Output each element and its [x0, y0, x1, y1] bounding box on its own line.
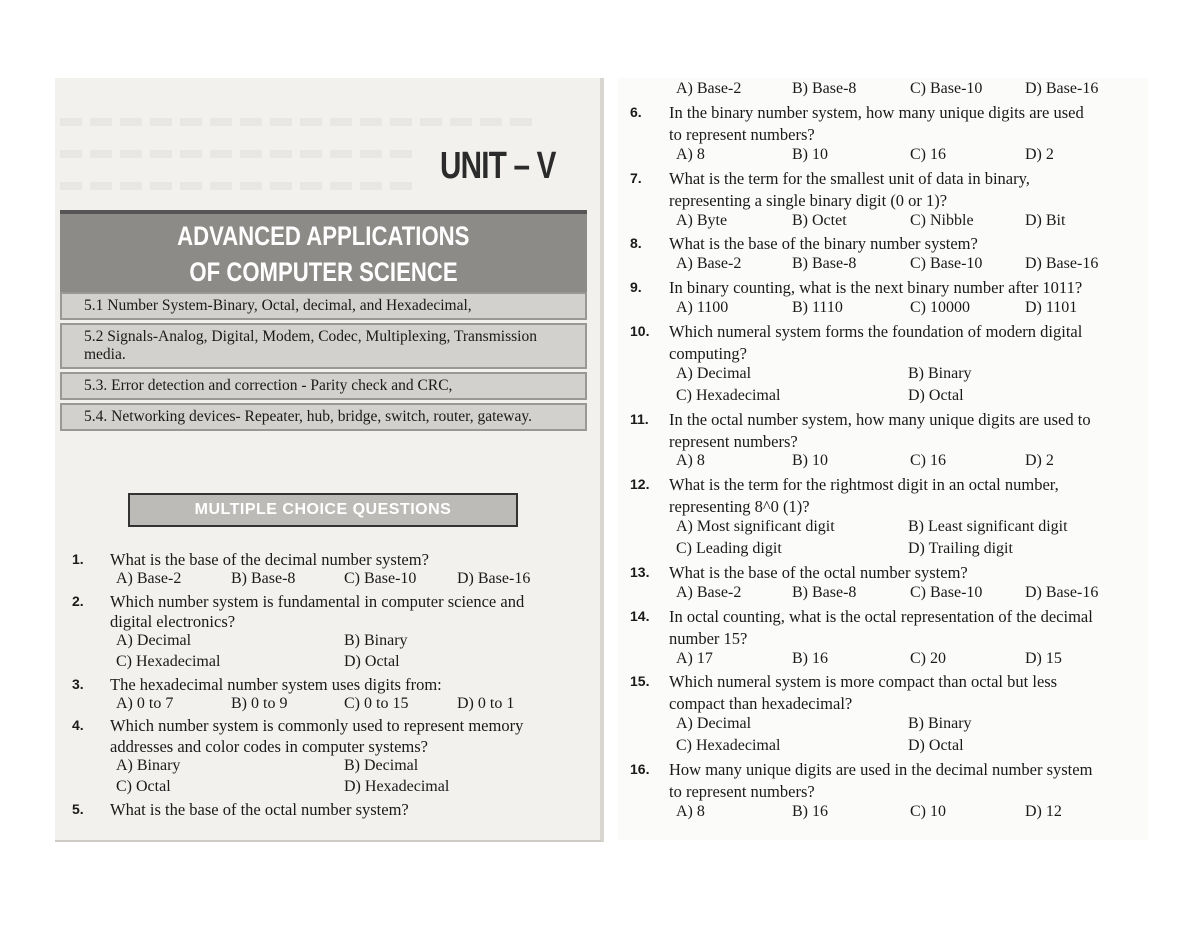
option: A) Base-2 — [676, 80, 742, 97]
question-number: 13. — [630, 563, 650, 580]
option: A) Byte — [676, 211, 728, 229]
option: D) 1101 — [1025, 299, 1078, 317]
faded-text-line — [60, 118, 540, 126]
question-number: 15. — [630, 673, 650, 690]
option: C) Base-10 — [910, 583, 983, 601]
question-number: 2. — [72, 592, 84, 609]
option: B) Base-8 — [792, 255, 857, 273]
option: A) 1100 — [676, 299, 729, 317]
option: B) 16 — [792, 802, 828, 820]
question-number: 9. — [630, 279, 642, 296]
option: C) Hexadecimal — [676, 386, 781, 404]
option: C) Base-10 — [910, 80, 983, 97]
topic-item: 5.3. Error detection and correction - Parity check and CRC, — [60, 372, 587, 400]
option: D) Base-16 — [1025, 80, 1099, 97]
option: A) 8 — [676, 802, 705, 820]
question-number: 12. — [630, 476, 650, 493]
question-text: Which number system is fundamental in computer science and — [110, 591, 525, 611]
option: D) Base-16 — [1025, 255, 1099, 273]
option: C) Nibble — [910, 211, 974, 229]
option: C) Base-10 — [910, 255, 983, 273]
question-text: to represent numbers? — [669, 124, 815, 144]
question-text: representing a single binary digit (0 or 1)? — [669, 190, 948, 210]
question-text: How many unique digits are used in the decimal number system — [669, 760, 1093, 779]
question-text: computing? — [669, 343, 747, 363]
question-number: 4. — [72, 717, 84, 734]
question-number: 11. — [630, 410, 649, 427]
option: D) 0 to 1 — [457, 694, 515, 712]
option: B) Least significant digit — [908, 518, 1068, 536]
option: C) 10 — [910, 802, 946, 820]
option: D) 12 — [1025, 802, 1062, 820]
faded-text-line — [60, 182, 420, 190]
topic-item: 5.2 Signals-Analog, Digital, Modem, Codec, Multiplexing, Transmission media. — [60, 323, 587, 369]
option: D) Base-16 — [1025, 583, 1099, 601]
question-text: addresses and color codes in computer systems? — [110, 737, 428, 757]
topic-item: 5.1 Number System-Binary, Octal, decimal, and Hexadecimal, — [60, 292, 587, 320]
option: D) Hexadecimal — [344, 777, 450, 795]
unit-title: UNIT – V — [440, 145, 556, 187]
option: A) Decimal — [676, 364, 752, 382]
option: B) Decimal — [344, 757, 419, 774]
chapter-title-line-2: OF COMPUTER SCIENCE — [189, 257, 458, 287]
option: A) 0 to 7 — [116, 694, 174, 712]
option: A) 8 — [676, 452, 705, 470]
mcq-heading: MULTIPLE CHOICE QUESTIONS — [128, 493, 518, 527]
question-text: Which number system is commonly used to represent memory — [110, 716, 524, 736]
option: B) Base-8 — [231, 569, 296, 587]
option: B) Binary — [908, 364, 972, 382]
option: C) 20 — [910, 649, 946, 667]
option: C) Base-10 — [344, 569, 417, 587]
question-text: What is the base of the binary number system? — [669, 234, 978, 254]
option: A) Base-2 — [676, 255, 742, 273]
option: C) 16 — [910, 452, 946, 470]
question-number: 5. — [72, 800, 84, 817]
option: D) Octal — [908, 737, 964, 755]
option: A) Decimal — [676, 715, 752, 733]
question-text: number 15? — [669, 628, 748, 648]
option: B) 10 — [792, 145, 828, 163]
option: C) 10000 — [910, 299, 970, 317]
option: D) 15 — [1025, 649, 1062, 667]
question-text: What is the base of the decimal number system? — [110, 550, 429, 569]
question-text: What is the base of the octal number system? — [110, 799, 409, 819]
option: A) Most significant digit — [676, 518, 835, 536]
option: C) 0 to 15 — [344, 694, 409, 712]
question-text: In binary counting, what is the next binary number after 1011? — [669, 278, 1083, 298]
question-text: represent numbers? — [669, 431, 798, 451]
question-text: Which numeral system forms the foundation of modern digital — [669, 322, 1083, 341]
question-text: What is the term for the rightmost digit in an octal number, — [669, 475, 1059, 495]
option: D) Octal — [344, 653, 400, 670]
question-text: In the octal number system, how many unique digits are used to — [669, 409, 1091, 429]
option: B) 10 — [792, 452, 828, 470]
question-number: 14. — [630, 607, 650, 624]
option: B) Base-8 — [792, 80, 857, 97]
question-text: compact than hexadecimal? — [669, 694, 853, 714]
chapter-title-line-1: ADVANCED APPLICATIONS — [177, 221, 470, 251]
option: C) Hexadecimal — [676, 737, 781, 755]
question-text: The hexadecimal number system uses digits from: — [110, 674, 442, 694]
topic-list — [60, 292, 587, 434]
option: C) Octal — [116, 777, 171, 795]
option: A) 8 — [676, 145, 705, 163]
question-text: representing 8^0 (1)? — [669, 497, 810, 517]
option: D) 2 — [1025, 452, 1054, 470]
question-text: In the binary number system, how many unique digits are used — [669, 103, 1084, 122]
option: B) Base-8 — [792, 583, 857, 601]
question-text: digital electronics? — [110, 612, 236, 632]
question-text: What is the term for the smallest unit of data in binary, — [669, 168, 1030, 188]
option: B) 0 to 9 — [231, 694, 288, 712]
option: A) Binary — [116, 757, 181, 774]
option: A) Base-2 — [116, 569, 182, 587]
question-text: to represent numbers? — [669, 781, 815, 801]
option: A) Decimal — [116, 632, 192, 650]
option: D) Base-16 — [457, 569, 531, 587]
question-text: In octal counting, what is the octal representation of the decimal — [669, 606, 1093, 626]
option: A) Base-2 — [676, 583, 742, 601]
question-number: 7. — [630, 169, 642, 186]
option: D) Octal — [908, 386, 964, 404]
option: B) Binary — [908, 715, 972, 733]
chapter-banner — [60, 210, 587, 296]
question-number: 10. — [630, 323, 650, 339]
question-number: 8. — [630, 235, 642, 252]
option: D) Bit — [1025, 211, 1066, 229]
option: B) Octet — [792, 211, 847, 229]
question-text: What is the base of the octal number system? — [669, 562, 968, 582]
question-number: 6. — [630, 104, 642, 120]
faded-text-line — [60, 150, 420, 158]
question-text: Which numeral system is more compact than octal but less — [669, 672, 1058, 692]
question-number: 3. — [72, 675, 84, 692]
option: B) Binary — [344, 632, 408, 650]
option: A) 17 — [676, 649, 713, 667]
option: C) Leading digit — [676, 540, 782, 557]
option: D) 2 — [1025, 145, 1054, 163]
option: B) 16 — [792, 649, 828, 667]
question-number: 16. — [630, 761, 650, 777]
question-number: 1. — [72, 551, 84, 567]
option: B) 1110 — [792, 299, 843, 317]
option: C) Hexadecimal — [116, 653, 221, 670]
option: C) 16 — [910, 145, 946, 163]
option: D) Trailing digit — [908, 540, 1013, 557]
topic-item: 5.4. Networking devices- Repeater, hub, bridge, switch, router, gateway. — [60, 403, 587, 431]
